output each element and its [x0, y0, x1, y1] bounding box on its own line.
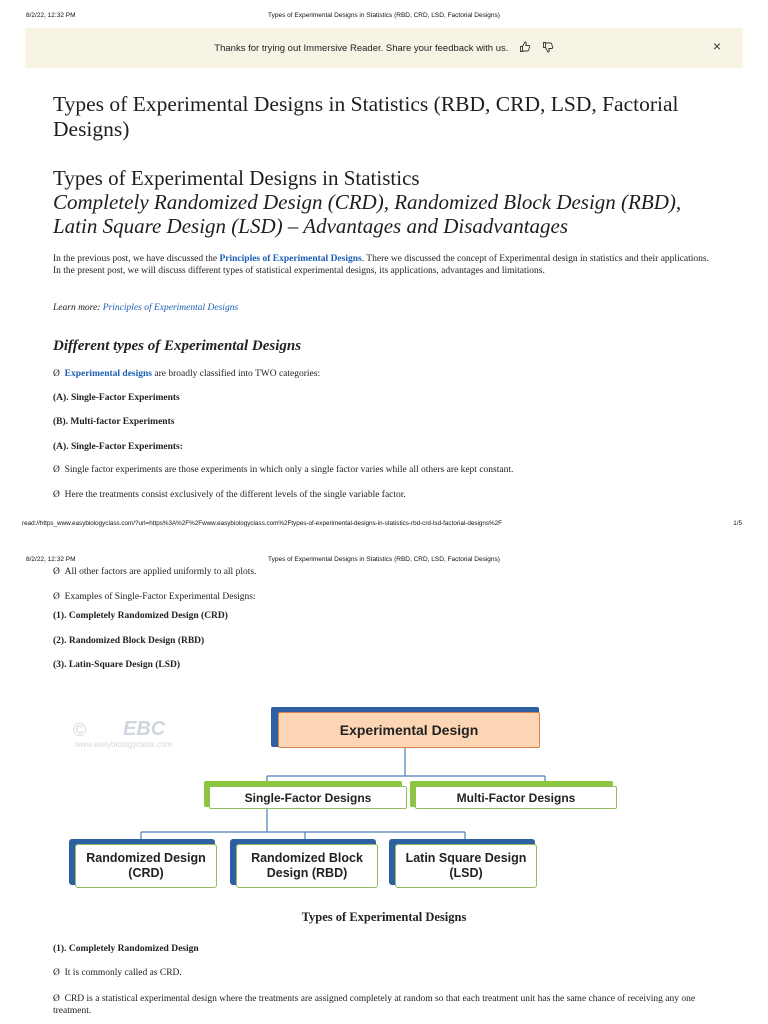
- bullet-icon: Ø: [53, 490, 60, 500]
- bullet-icon: Ø: [53, 567, 60, 577]
- bullet-icon: Ø: [53, 994, 60, 1004]
- print-url: read://https_www.easybiologyclass.com/?url=https%3A%2F%2Fwww.easybiologyclass.com%2Ftypes-of-experimental-designs-in-statistics-rbd-crd-lsd-factorial-designs%2F: [22, 520, 502, 527]
- diagram-caption: Types of Experimental Designs: [301, 910, 467, 924]
- single-factor-heading: (A). Single-Factor Experiments:: [53, 442, 183, 452]
- lsd-node: Latin Square Design (LSD): [395, 844, 537, 888]
- article-subtitle-block: [53, 166, 718, 238]
- intro-paragraph: [53, 253, 718, 277]
- close-icon[interactable]: ×: [712, 38, 722, 54]
- crd-point-2: [53, 993, 718, 1017]
- watermark-logo: EBC: [123, 718, 166, 740]
- learn-more-block: [53, 302, 718, 314]
- print-title: Types of Experimental Designs in Statistics (RBD, CRD, LSD, Factorial Designs): [268, 12, 500, 19]
- section-heading-block: [53, 338, 718, 355]
- example-lsd: (3). Latin-Square Design (LSD): [53, 660, 181, 670]
- watermark-url: www.easybiologyclass.com: [75, 740, 172, 749]
- learn-more-link[interactable]: Principles of Experimental Designs: [102, 303, 239, 313]
- root-node: Experimental Design: [278, 712, 540, 748]
- single-factor-point-3: [53, 567, 256, 577]
- category-b: (B). Multi-factor Experiments: [53, 417, 175, 427]
- section-heading: Different types of Experimental Designs: [53, 338, 302, 354]
- crd-heading: (1). Completely Randomized Design: [53, 944, 199, 954]
- crd-text-1: It is commonly called as CRD.: [64, 968, 182, 978]
- experimental-designs-link[interactable]: Experimental designs: [64, 369, 152, 379]
- crd-node: Randomized Design (CRD): [75, 844, 217, 888]
- article-subtitle: [53, 166, 718, 238]
- immersive-reader-banner: [25, 28, 743, 68]
- examples-text: Examples of Single-Factor Experimental Designs:: [64, 592, 256, 602]
- principles-link[interactable]: Principles of Experimental Designs: [219, 254, 362, 264]
- single-factor-node: Single-Factor Designs: [209, 786, 407, 809]
- learn-more: [53, 302, 718, 314]
- banner-message-row: [25, 38, 743, 54]
- print-title: Types of Experimental Designs in Statistics (RBD, CRD, LSD, Factorial Designs): [268, 556, 500, 563]
- bullet-icon: Ø: [53, 968, 60, 978]
- copyright-icon: ©: [73, 720, 87, 740]
- experimental-design-diagram: [65, 700, 625, 900]
- category-a: (A). Single-Factor Experiments: [53, 393, 180, 403]
- classify-text: are broadly classified into TWO categories:: [151, 369, 321, 379]
- subtitle-italic: Completely Randomized Design (CRD), Randomized Block Design (RBD), Latin Square Design (LSD) – Advantages and Disadvantages: [53, 190, 682, 238]
- examples-point: [53, 592, 256, 602]
- subtitle-plain: Types of Experimental Designs in Statistics: [53, 166, 420, 190]
- bullet-icon: Ø: [53, 465, 60, 475]
- print-header: [0, 12, 768, 28]
- article-title-block: [53, 92, 718, 142]
- rbd-node: Randomized Block Design (RBD): [236, 844, 378, 888]
- crd-text-2: CRD is a statistical experimental design where the treatments are assigned completely at random so that each treatment unit has the same chance of receiving any one treatment.: [53, 994, 696, 1016]
- intro-paragraph-block: [53, 253, 718, 277]
- single-factor-text-1: Single factor experiments are those experiments in which only a single factor varies while all others are kept constant.: [64, 465, 514, 475]
- crd-point-1: [53, 968, 182, 978]
- learn-more-label: Learn more:: [53, 303, 103, 313]
- print-date: 8/2/22, 12:32 PM: [26, 12, 76, 19]
- single-factor-text-3: All other factors are applied uniformly to all plots.: [64, 567, 257, 577]
- bullet-icon: Ø: [53, 592, 60, 602]
- intro-pre: In the previous post, we have discussed the: [53, 254, 220, 264]
- example-rbd: (2). Randomized Block Design (RBD): [53, 636, 205, 646]
- intro-post: . There we discussed the concept of Experimental design in statistics and their applications. In the present post, we will discuss different types of statistical experimental designs, its applications, advantages and limitations.: [53, 254, 709, 276]
- thumbs-up-icon[interactable]: [519, 41, 531, 53]
- single-factor-point-1: [53, 465, 513, 475]
- example-crd: (1). Completely Randomized Design (CRD): [53, 611, 228, 621]
- single-factor-point-2: [53, 490, 406, 500]
- thumbs-down-icon[interactable]: [542, 41, 554, 53]
- multi-factor-node: Multi-Factor Designs: [415, 786, 617, 809]
- article-title: Types of Experimental Designs in Statistics (RBD, CRD, LSD, Factorial Designs): [53, 92, 679, 141]
- classify-bullet: [53, 369, 320, 379]
- print-page-number: 1/5: [733, 520, 742, 527]
- bullet-icon: Ø: [53, 369, 60, 379]
- print-date: 8/2/22, 12:32 PM: [26, 556, 76, 563]
- single-factor-text-2: Here the treatments consist exclusively of the different levels of the single variable factor.: [64, 490, 406, 500]
- banner-message: Thanks for trying out Immersive Reader. Share your feedback with us.: [214, 43, 509, 54]
